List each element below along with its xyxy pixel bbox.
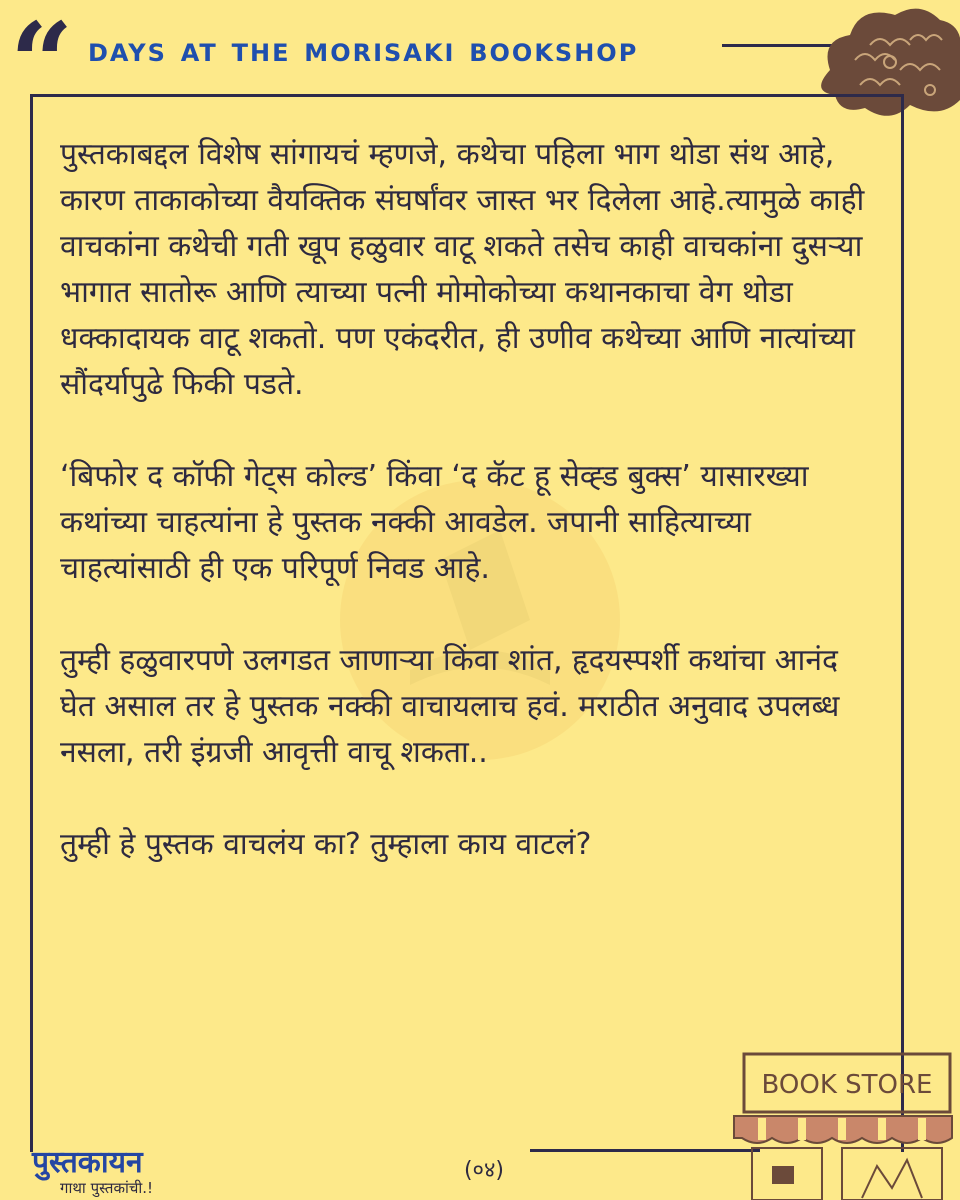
brand-tagline: गाथा पुस्तकांची.! <box>60 1179 154 1197</box>
shop-sign: BOOK STORE <box>761 1070 933 1100</box>
paragraph: पुस्तकाबद्दल विशेष सांगायचं म्हणजे, कथेचा पहिला भाग थोडा संथ आहे, कारण ताकाकोच्या वैयक्तिक संघर्षांवर जास्त भर दिलेला आहे.त्यामुळे काही वाचकांना कथेची गती खूप हळुवार वाटू शकते तसेच काही वाचकांना दुसऱ्या भागात सातोरू आणि त्याच्या पत्नी मोमोकोच्या कथानकाचा वेग थोडा धक्कादायक वाटू शकतो. पण एकंदरीत, ही उणीव कथेच्या आणि नात्यांच्या सौंदर्यापुढे फिकी पडते. <box>60 137 865 402</box>
review-body <box>60 132 880 868</box>
paragraph: ‘बिफोर द कॉफी गेट्स कोल्ड’ किंवा ‘द कॅट हू सेव्ह्ड बुक्स’ यासारख्या कथांच्या चाहत्यांना हे पुस्तक नक्की आवडेल. जपानी साहित्याच्या चाहत्यांसाठी ही एक परिपूर्ण निवड आहे. <box>60 459 809 586</box>
quote-mark-icon: “ <box>10 0 74 127</box>
paragraph: तुम्ही हे पुस्तक वाचलंय का? तुम्हाला काय वाटलं? <box>60 827 592 862</box>
bookstore-illustration-icon <box>732 1048 954 1200</box>
frame-bottom-line <box>530 1149 760 1152</box>
paragraph: तुम्ही हळुवारपणे उलगडत जाणाऱ्या किंवा शांत, हृदयस्पर्शी कथांचा आनंद घेत असाल तर हे पुस्तक नक्की वाचायलाच हवं. मराठीत अनुवाद उपलब्ध नसला, तरी इंग्रजी आवृत्ती वाचू शकता.. <box>60 643 840 770</box>
brand-logo <box>32 1145 154 1198</box>
brand-name: पुस्तकायन <box>32 1145 143 1180</box>
page-title: days at the morisaki bookshop <box>88 30 639 70</box>
page-number: (०४) <box>463 1158 505 1183</box>
